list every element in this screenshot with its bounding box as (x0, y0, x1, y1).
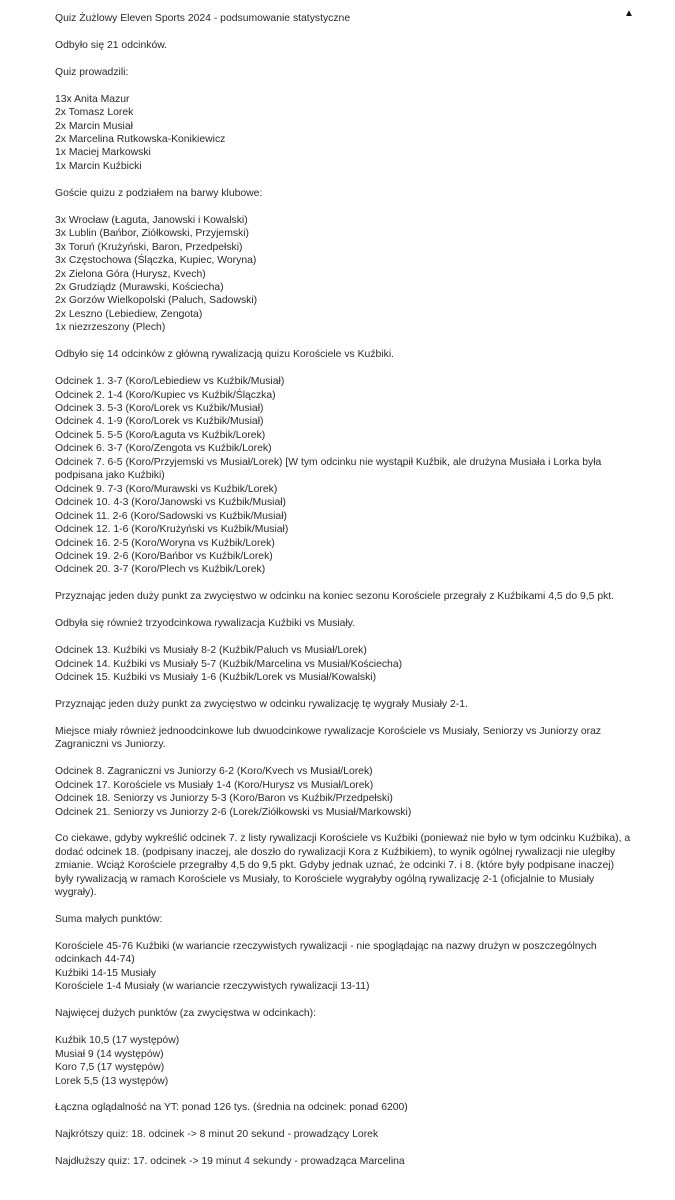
paragraph-gap (55, 52, 635, 65)
text-line: Odcinek 7. 6-5 (Koro/Przyjemski vs Musiał/Lorek) [W tym odcinku nie wystąpił Kuźbik, ale drużyna Musiała i Lorka była podpisana jako Kuźbiki) (55, 456, 602, 482)
text-line: 1x Marcin Kuźbicki (55, 160, 142, 172)
paragraph-gap (55, 900, 635, 913)
paragraph (55, 644, 635, 684)
text-line: Koro 7,5 (17 występów) (55, 1062, 165, 1074)
text-line: 3x Wrocław (Łaguta, Janowski i Kowalski) (55, 214, 248, 226)
paragraph (55, 1007, 635, 1020)
paragraph (55, 1034, 635, 1088)
text-line: 3x Częstochowa (Ślączka, Kupiec, Woryna) (55, 255, 257, 267)
text-line: 2x Zielona Góra (Hurysz, Kvech) (55, 268, 206, 280)
text-line: Odcinek 11. 2-6 (Koro/Sadowski vs Kuźbik/Musiał) (55, 510, 287, 522)
text-line: Odcinek 17. Korościele vs Musiały 1-4 (Koro/Hurysz vs Musiał/Lorek) (55, 779, 374, 791)
text-line: 3x Lublin (Bańbor, Ziółkowski, Przyjemski) (55, 228, 250, 240)
text-line: Odcinek 6. 3-7 (Koro/Zengota vs Kuźbik/Lorek) (55, 443, 272, 455)
text-line: Odcinek 14. Kuźbiki vs Musiały 5-7 (Kuźbik/Marcelina vs Musiał/Kościecha) (55, 658, 403, 670)
paragraph (55, 66, 635, 79)
text-line: Lorek 5,5 (13 występów) (55, 1075, 169, 1087)
text-line: Odbyło się 21 odcinków. (55, 39, 168, 51)
paragraph-gap (55, 927, 635, 940)
paragraph-gap (55, 1115, 635, 1128)
text-line: 3x Toruń (Krużyński, Baron, Przedpełski) (55, 241, 243, 253)
paragraph (55, 913, 635, 926)
text-line: Odcinek 4. 1-9 (Koro/Lorek vs Kuźbik/Musiał) (55, 416, 264, 428)
text-line: Odbyła się również trzyodcinkowa rywalizacja Kuźbiki vs Musiały. (55, 618, 356, 630)
paragraph (55, 725, 635, 752)
paragraph (55, 93, 635, 174)
paragraph (55, 1101, 635, 1114)
text-line: Odcinek 18. Seniorzy vs Juniorzy 5-3 (Koro/Baron vs Kuźbik/Przedpełski) (55, 793, 393, 805)
text-line: 2x Marcin Musiał (55, 120, 133, 132)
text-line: Quiz Żużlowy Eleven Sports 2024 - podsumowanie statystyczne (55, 13, 351, 24)
text-line: Odcinek 3. 5-3 (Koro/Lorek vs Kuźbik/Musiał) (55, 403, 264, 415)
text-line: Odcinek 15. Kuźbiki vs Musiały 1-6 (Kuźbik/Lorek vs Musiał/Kowalski) (55, 672, 377, 684)
paragraph-gap (55, 25, 635, 38)
text-line: 13x Anita Mazur (55, 93, 130, 105)
text-line: Najwięcej dużych punktów (za zwycięstwa w odcinkach): (55, 1008, 317, 1020)
paragraph-gap (55, 1142, 635, 1155)
text-line: Kuźbiki 14-15 Musiały (55, 967, 157, 979)
text-line: Przyznając jeden duży punkt za zwycięstwo w odcinku rywalizację tę wygrały Musiały 2-1. (55, 698, 468, 710)
paragraph-gap (55, 752, 635, 765)
text-line: Odcinek 2. 1-4 (Koro/Kupiec vs Kuźbik/Ślączka) (55, 389, 276, 401)
paragraph-gap (55, 577, 635, 590)
text-line: 2x Leszno (Lebiediew, Zengota) (55, 308, 203, 320)
text-line: Odcinek 21. Seniorzy vs Juniorzy 2-6 (Lorek/Ziółkowski vs Musiał/Markowski) (55, 806, 412, 818)
paragraph (55, 375, 635, 577)
text-line: 1x Maciej Markowski (55, 147, 151, 159)
text-line: 2x Grudziądz (Murawski, Kościecha) (55, 281, 224, 293)
text-line: 2x Marcelina Rutkowska-Konikiewicz (55, 134, 226, 146)
paragraph (55, 348, 635, 361)
text-line: Odbyło się 14 odcinków z główną rywalizacją quizu Korościele vs Kuźbiki. (55, 349, 395, 361)
paragraph-gap (55, 173, 635, 186)
text-line: Goście quizu z podziałem na barwy klubowe: (55, 187, 263, 199)
text-line: Odcinek 10. 4-3 (Koro/Janowski vs Kuźbik/Musiał) (55, 497, 286, 509)
text-line: Przyznając jeden duży punkt za zwycięstwo w odcinku na koniec sezonu Korościele przegrały z Kuźbikami 4,5 do 9,5 pkt. (55, 591, 615, 603)
paragraph (55, 39, 635, 52)
text-line: 2x Gorzów Wielkopolski (Paluch, Sadowski) (55, 295, 258, 307)
text-line: Odcinek 19. 2-6 (Koro/Bańbor vs Kuźbik/Lorek) (55, 551, 273, 563)
text-line: Kuźbik 10,5 (17 występów) (55, 1035, 180, 1047)
paragraph-gap (55, 994, 635, 1007)
text-line: Odcinek 13. Kuźbiki vs Musiały 8-2 (Kuźbik/Paluch vs Musiał/Lorek) (55, 645, 367, 657)
text-line: Suma małych punktów: (55, 914, 163, 926)
text-line: 2x Tomasz Lorek (55, 107, 134, 119)
text-line: Odcinek 20. 3-7 (Koro/Plech vs Kuźbik/Lorek) (55, 564, 266, 576)
text-line: Quiz prowadzili: (55, 66, 129, 78)
text-line: Co ciekawe, gdyby wykreślić odcinek 7. z listy rywalizacji Korościele vs Kuźbiki (ponieważ nie było w tym odcinku Kuźbika), a dodać odcinek 18. (podpisany inaczej, ale doszło do rywalizacji Kora z Kuźbikiem), to wynik ogólnej rywalizacji nie uległby zmianie. Wciąż Korościele przegrałby 4,5 do 9,5 pkt. Gdyby jednak uznać, że odcinki 7. i 8. (które były podpisane inaczej) były rywalizacją w ramach Korościele vs Musiały, to Korościele wygrałyby ogólną rywalizację 2-1 (oficjalnie to Musiały wygrały). (55, 833, 631, 899)
paragraph-gap (55, 631, 635, 644)
document-title (55, 12, 635, 25)
paragraph (55, 1155, 635, 1168)
paragraph-gap (55, 200, 635, 213)
text-line: Odcinek 5. 5-5 (Koro/Łaguta vs Kuźbik/Lorek) (55, 429, 266, 441)
text-line: Odcinek 1. 3-7 (Koro/Lebiediew vs Kuźbik/Musiał) (55, 376, 285, 388)
paragraph (55, 765, 635, 819)
text-line: Łączna oglądalność na YT: ponad 126 tys. (średnia na odcinek: ponad 6200) (55, 1102, 408, 1114)
text-line: Korościele 45-76 Kuźbiki (w wariancie rzeczywistych rywalizacji - nie spoglądając na nazwy drużyn w poszczególnych odcinkach 44-74) (55, 941, 597, 966)
paragraph-gap (55, 1021, 635, 1034)
text-line: Korościele 1-4 Musiały (w wariancie rzeczywistych rywalizacji 13-11) (55, 981, 370, 993)
paragraph (55, 940, 635, 994)
paragraph-gap (55, 711, 635, 724)
text-line: Odcinek 12. 1-6 (Koro/Krużyński vs Kuźbik/Musiał) (55, 524, 289, 536)
text-line: Odcinek 8. Zagraniczni vs Juniorzy 6-2 (Koro/Kvech vs Musiał/Lorek) (55, 766, 373, 778)
document-body (55, 12, 635, 1169)
paragraph-gap (55, 819, 635, 832)
paragraph (55, 832, 635, 899)
paragraph (55, 187, 635, 200)
paragraph-gap (55, 685, 635, 698)
paragraph-gap (55, 604, 635, 617)
paragraph-gap (55, 79, 635, 92)
text-line: Najkrótszy quiz: 18. odcinek -> 8 minut 20 sekund - prowadzący Lorek (55, 1129, 379, 1141)
paragraph (55, 698, 635, 711)
paragraph-gap (55, 335, 635, 348)
text-line: 1x niezrzeszony (Plech) (55, 322, 166, 334)
paragraph (55, 590, 635, 603)
paragraph-gap (55, 362, 635, 375)
paragraph (55, 214, 635, 335)
paragraph (55, 1128, 635, 1141)
text-line: Odcinek 9. 7-3 (Koro/Murawski vs Kuźbik/Lorek) (55, 483, 278, 495)
paragraph (55, 617, 635, 630)
text-line: Najdłuższy quiz: 17. odcinek -> 19 minut 4 sekundy - prowadząca Marcelina (55, 1156, 405, 1168)
paragraph-gap (55, 1088, 635, 1101)
text-line: Odcinek 16. 2-5 (Koro/Woryna vs Kuźbik/Lorek) (55, 537, 275, 549)
text-line: Musiał 9 (14 występów) (55, 1048, 164, 1060)
text-line: Miejsce miały również jednoodcinkowe lub dwuodcinkowe rywalizacje Korościele vs Musiały, Seniorzy vs Juniorzy oraz Zagraniczni vs Juniorzy. (55, 725, 602, 751)
pin-icon: ▲ (624, 8, 634, 19)
